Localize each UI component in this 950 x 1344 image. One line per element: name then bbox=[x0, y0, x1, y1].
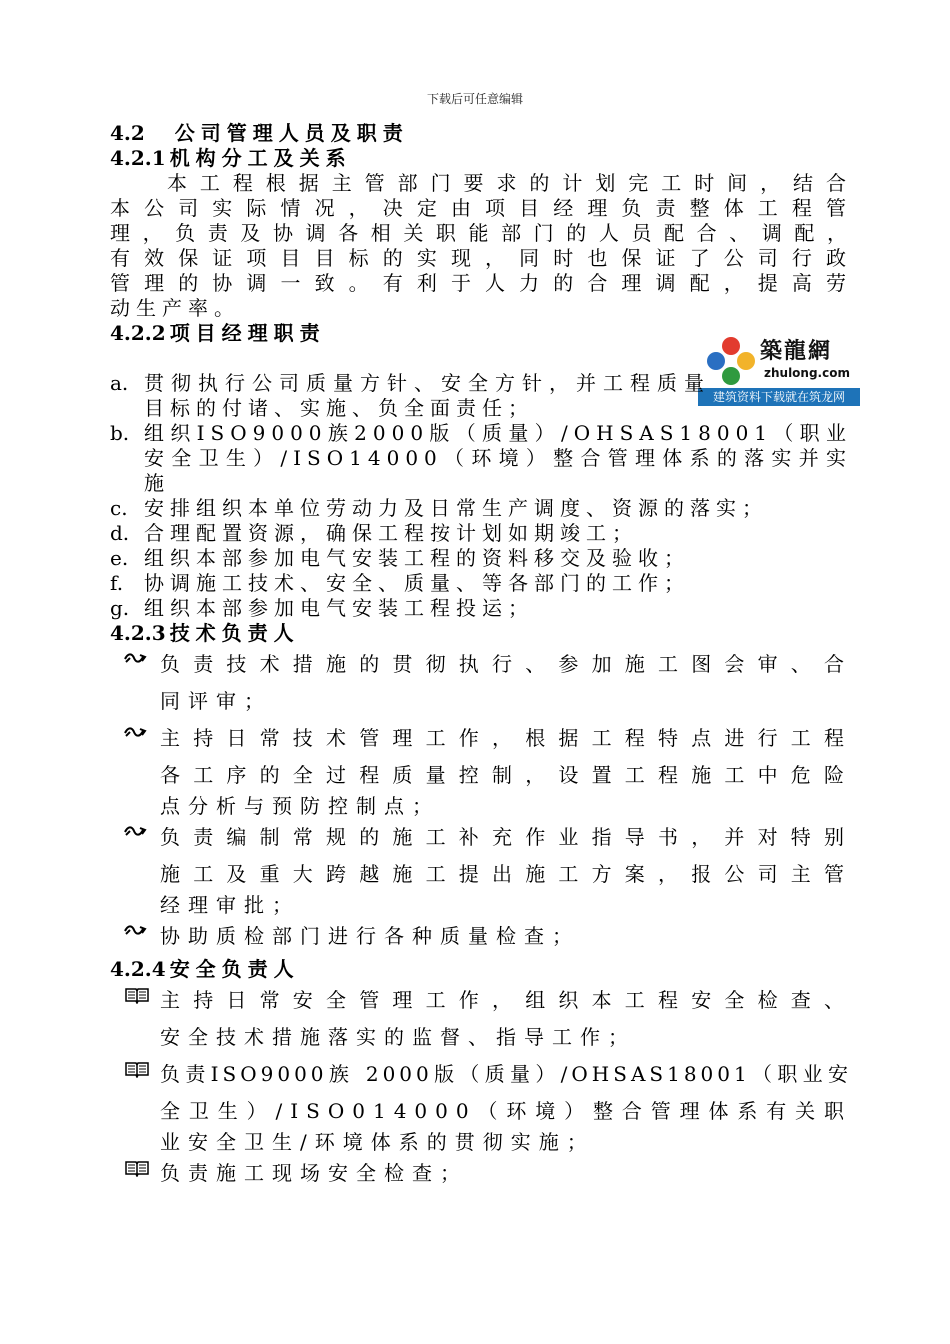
paragraph-4-2-1: 本工程根据主管部门要求的计划完工时间，结合 本公司实际情况，决定由项目经理负责整体工程管 理，负责及协调各相关职能部门的人员配合、调配， 有效保证项目目标的实现，同时也保证了公司行政 管理的协调一致。有利于人力的合理调配，提高劳 动生产率。 bbox=[110, 171, 852, 320]
section-heading-4-2-4: 4.2.4 安全负责人 bbox=[110, 957, 300, 981]
logo-name: 築龍網 bbox=[760, 338, 833, 364]
duty-list-4-2-2-rest bbox=[110, 421, 852, 621]
list-item: g. 组织本部参加电气安装工程投运； bbox=[110, 596, 534, 620]
logo-site: zhulong.com bbox=[764, 366, 850, 380]
logo-slogan: 建筑资料下载就在筑龙网 bbox=[698, 388, 860, 406]
duty-list-4-2-2 bbox=[110, 371, 710, 421]
list-item: 负责编制常规的施工补充作业指导书，并对特别 施工及重大跨越施工提出施工方案，报公司主管 经理审批； bbox=[110, 819, 852, 918]
section-heading-4-2-2: 4.2.2 项目经理职责 bbox=[110, 321, 326, 345]
document-body bbox=[110, 121, 852, 1192]
list-item: c. 安排组织本单位劳动力及日常生产调度、资源的落实； bbox=[110, 496, 768, 520]
section-heading-4-2-1: 4.2.1 机构分工及关系 bbox=[110, 146, 352, 170]
header-note: 下载后可任意编辑 bbox=[426, 92, 523, 106]
ribbon-bullet-icon bbox=[124, 724, 148, 740]
list-item: 主持日常安全管理工作，组织本工程安全检查、 安全技术措施落实的监督、指导工作； bbox=[110, 982, 852, 1056]
list-item: e. 组织本部参加电气安装工程的资料移交及验收； bbox=[110, 546, 690, 570]
open-book-icon bbox=[124, 1159, 150, 1177]
list-item: 负责技术措施的贯彻执行、参加施工图会审、合 同评审； bbox=[110, 646, 852, 720]
ribbon-bullet-icon bbox=[124, 922, 148, 938]
duty-list-4-2-3 bbox=[110, 646, 852, 955]
open-book-icon bbox=[124, 1060, 150, 1078]
list-item: a. 贯彻执行公司质量方针、安全方针，并工程质量目标的付诸、实施、负全面责任； bbox=[110, 371, 710, 420]
section-heading-4-2: 4.2 公司管理人员及职责 bbox=[110, 121, 409, 145]
list-item: b. 组织ISO9000族2000版（质量）/OHSAS18001（职业安全卫生）/ISO14000（环境）整合管理体系的落实并实施 bbox=[110, 421, 852, 495]
list-item: 负责ISO9000族 2000版（质量）/OHSAS18001（职业安 全卫生）/ISO014000（环境）整合管理体系有关职 业安全卫生/环境体系的贯彻实施； bbox=[110, 1056, 852, 1155]
list-item: 负责施工现场安全检查； bbox=[110, 1155, 852, 1192]
ribbon-bullet-icon bbox=[124, 650, 148, 666]
list-item: d. 合理配置资源，确保工程按计划如期竣工； bbox=[110, 521, 638, 545]
open-book-icon bbox=[124, 986, 150, 1004]
duty-list-4-2-4 bbox=[110, 982, 852, 1192]
section-heading-4-2-3: 4.2.3 技术负责人 bbox=[110, 621, 300, 645]
list-item: 协助质检部门进行各种质量检查； bbox=[110, 918, 852, 955]
list-item: 主持日常技术管理工作，根据工程特点进行工程 各工序的全过程质量控制，设置工程施工中危险 点分析与预防控制点； bbox=[110, 720, 852, 819]
ribbon-bullet-icon bbox=[124, 823, 148, 839]
list-item: f. 协调施工技术、安全、质量、等各部门的工作； bbox=[110, 571, 690, 595]
